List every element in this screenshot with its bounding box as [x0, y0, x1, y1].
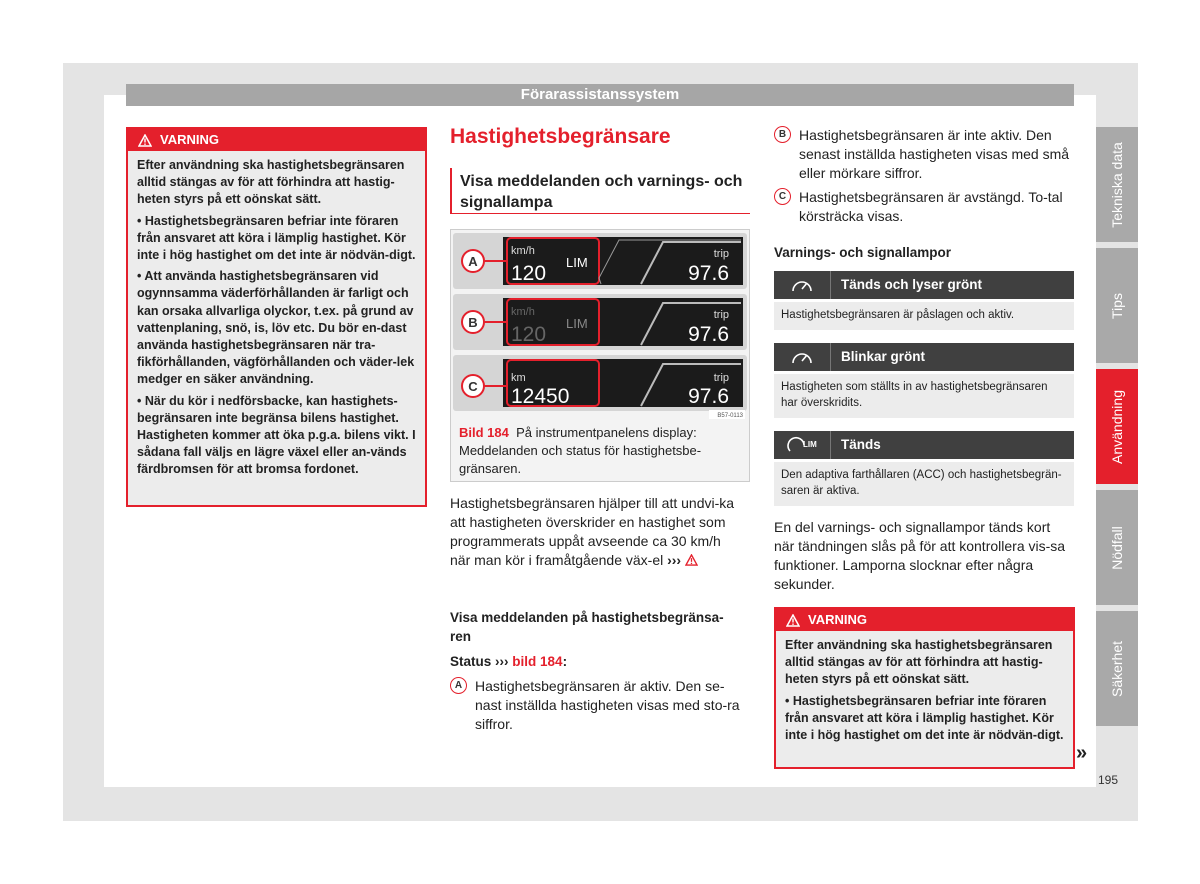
page-number: 195	[1098, 773, 1119, 787]
svg-text:LIM: LIM	[566, 255, 588, 270]
tab-anvandning[interactable]: Användning	[1096, 369, 1138, 484]
chapter-header: Förarassistanssystem	[126, 84, 1074, 106]
section-title: Hastighetsbegränsare	[450, 125, 671, 148]
lamps-heading: Varnings- och signallampor	[774, 245, 952, 260]
svg-text:km: km	[511, 372, 526, 384]
info-paragraph: En del varnings- och signallampor tänds kort när tändningen slås på för att kontrollera vis-sa funktioner. Lamporna slocknar efter några sekunder.	[774, 519, 1066, 592]
svg-text:120: 120	[511, 262, 547, 285]
continue-mark: »	[1076, 742, 1088, 764]
lamp-row-green: Tänds och lyser grönt	[774, 271, 1074, 299]
lamp-desc: Hastigheten som ställts in av hastighetsbegränsaren har överskridits.	[774, 374, 1074, 418]
svg-text:km/h: km/h	[511, 306, 535, 318]
svg-text:97.6: 97.6	[688, 262, 729, 285]
svg-text:97.6: 97.6	[688, 385, 729, 408]
lamp-row-blinking: Blinkar grönt	[774, 343, 1074, 371]
status-item-a: A Hastighetsbegränsaren är aktiv. Den se-nast inställda hastigheten visas med sto-ra siffror.	[450, 677, 745, 734]
lamp-row-lim: LIM Tänds	[774, 431, 1074, 459]
svg-text:LIM: LIM	[803, 440, 817, 449]
warning-triangle-icon	[138, 134, 152, 147]
display-panel-c	[453, 355, 747, 411]
svg-text:97.6: 97.6	[688, 323, 729, 346]
lamp-desc: Den adaptiva farthållaren (ACC) och hastighetsbegrän-saren är aktiva.	[774, 462, 1074, 506]
marker-b: B	[468, 315, 478, 330]
tab-nodfall[interactable]: Nödfall	[1096, 490, 1138, 605]
marker-c: C	[468, 379, 478, 394]
warning-title: VARNING	[160, 132, 219, 147]
warning-box-left	[126, 127, 427, 507]
tab-tekniska-data[interactable]: Tekniska data	[1096, 127, 1138, 242]
warning-link[interactable]: ›››	[667, 552, 682, 568]
status-item-c: C Hastighetsbegränsaren är avstängd. To-tal körsträcka visas.	[774, 188, 1074, 226]
warning-triangle-icon	[685, 554, 698, 566]
subsection-title: Visa meddelanden och varnings- och signallampa	[450, 168, 750, 214]
figure-code: B57-0113	[717, 413, 743, 419]
figure-link[interactable]: bild 184	[512, 654, 563, 669]
warning-paragraph: • Att använda hastighetsbegränsaren vid ogynnsamma väderförhållanden är farligt och kan orsaka allvarliga olyckor, t.ex. på grund av vattenplaning, snö, is, löv etc. Du bör en-dast använda hastighetsbegränsaren när tra-fikförhållanden, vägförhållanden och väder-lek medger en säker användning.	[137, 269, 415, 387]
marker-a: A	[450, 677, 467, 694]
svg-text:LIM: LIM	[566, 316, 588, 331]
lamp-desc: Hastighetsbegränsaren är påslagen och aktiv.	[774, 302, 1074, 330]
status-item-b: B Hastighetsbegränsaren är inte aktiv. Den senast inställda hastigheten visas med små eller mörkare siffror.	[774, 126, 1074, 183]
warning-paragraph: Efter användning ska hastighetsbegränsaren alltid stängas av för att förhindra att hastig-heten styrs på ett oönskat sätt.	[137, 158, 405, 207]
warning-box-right	[774, 607, 1075, 769]
svg-text:trip: trip	[713, 309, 729, 321]
svg-text:trip: trip	[713, 372, 729, 384]
svg-text:12450: 12450	[511, 385, 570, 408]
speedometer-icon	[789, 276, 815, 294]
tab-tips[interactable]: Tips	[1096, 248, 1138, 363]
tab-sakerhet[interactable]: Säkerhet	[1096, 611, 1138, 726]
intro-paragraph: Hastighetsbegränsaren hjälper till att undvi-ka att hastigheten överskrider en hastighet som programmerats uppåt avseende ca 30 km/h när man kör i framåtgående väx-el ›››	[450, 495, 735, 568]
display-panel-a	[453, 233, 747, 289]
warning-paragraph: • Hastighetsbegränsaren befriar inte föraren från ansvaret att köra i lämplig hastighet. Kör inte i hög hastighet om det inte är nödvän-digt.	[137, 213, 416, 263]
marker-b: B	[774, 126, 791, 143]
warning-paragraph: • När du kör i nedförsbacke, kan hastighets-begränsaren inte begränsa bilens hastighet. Hastigheten kommer att öka p.g.a. bilens vikt. I sådana fall väljs en lägre växel eller an-vänds färdbromsen för att bromsa fordonet.	[137, 393, 416, 477]
section-heading: Visa meddelanden på hastighetsbegränsa-ren	[450, 610, 724, 644]
marker-a: A	[468, 254, 478, 269]
warning-paragraph: • Hastighetsbegränsaren befriar inte föraren från ansvaret att köra i lämplig hastighet. Kör inte i hög hastighet om det inte är nödvän-digt.	[785, 693, 1064, 743]
display-panel-b	[453, 294, 747, 350]
svg-text:120: 120	[511, 323, 547, 346]
warning-title: VARNING	[808, 612, 867, 627]
figure-caption: Bild 184 På instrumentpanelens display: Meddelanden och status för hastighetsbe-gränsaren.	[459, 425, 702, 476]
svg-text:trip: trip	[713, 248, 729, 260]
warning-triangle-icon	[786, 614, 800, 627]
marker-c: C	[774, 188, 791, 205]
limiter-icon	[787, 436, 817, 454]
speedometer-icon	[789, 348, 815, 366]
status-line: Status ››› bild 184:	[450, 654, 568, 669]
warning-paragraph: Efter användning ska hastighetsbegränsaren alltid stängas av för att förhindra att hastig-heten styrs på ett oönskat sätt.	[785, 638, 1053, 687]
svg-text:km/h: km/h	[511, 245, 535, 257]
